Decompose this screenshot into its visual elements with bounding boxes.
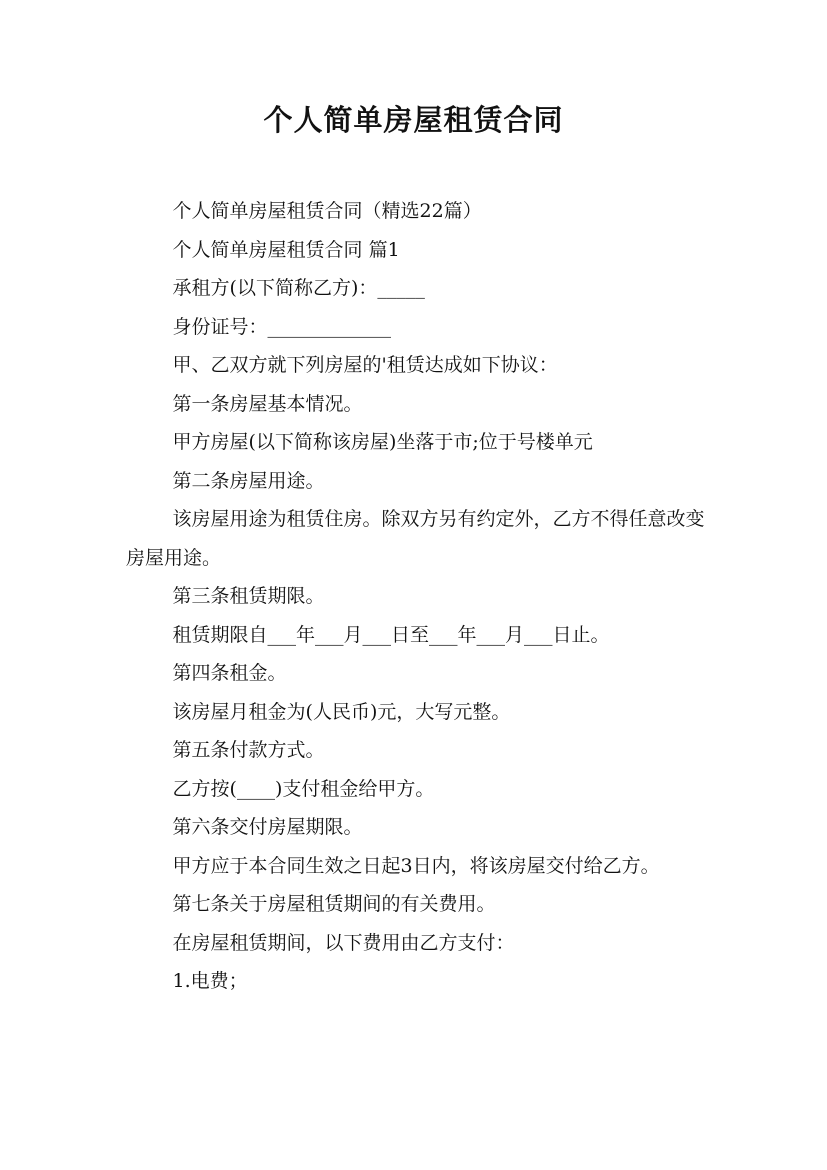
document-title: 个人简单房屋租赁合同 <box>263 103 564 137</box>
paragraph: 在房屋租赁期间，以下费用由乙方支付： <box>172 931 515 954</box>
paragraph: 该房屋月租金为(人民币)元，大写元整。 <box>172 700 511 723</box>
paragraph: 第三条租赁期限。 <box>172 585 325 607</box>
paragraph: 甲方应于本合同生效之日起3日内，将该房屋交付给乙方。 <box>172 854 660 877</box>
paragraph: 第二条房屋用途。 <box>172 469 325 492</box>
paragraph: 个人简单房屋租赁合同 篇1 <box>172 238 400 261</box>
paragraph: 第五条付款方式。 <box>172 739 325 761</box>
paragraph: 甲、乙双方就下列房屋的'租赁达成如下协议： <box>172 354 558 376</box>
paragraph: 第四条租金。 <box>172 662 287 684</box>
paragraph: 第六条交付房屋期限。 <box>172 816 363 838</box>
paragraph: 承租方(以下简称乙方)：_____ <box>172 277 425 299</box>
paragraph: 租赁期限自___年___月___日至___年___月___日止。 <box>172 623 610 646</box>
paragraph: 身份证号：_____________ <box>172 315 392 338</box>
paragraph: 乙方按(____)支付租金给甲方。 <box>172 777 435 800</box>
paragraph: 第七条关于房屋租赁期间的有关费用。 <box>172 893 496 915</box>
document-body <box>126 192 706 1001</box>
paragraph: 甲方房屋(以下简称该房屋)坐落于市;位于号楼单元 <box>172 431 593 453</box>
paragraph: 1.电费； <box>172 970 248 992</box>
paragraph: 个人简单房屋租赁合同（精选22篇） <box>172 200 482 222</box>
paragraph: 该房屋用途为租赁住房。除双方另有约定外，乙方不得任意改变房屋用途。 <box>126 508 705 569</box>
paragraph: 第一条房屋基本情况。 <box>172 392 363 415</box>
